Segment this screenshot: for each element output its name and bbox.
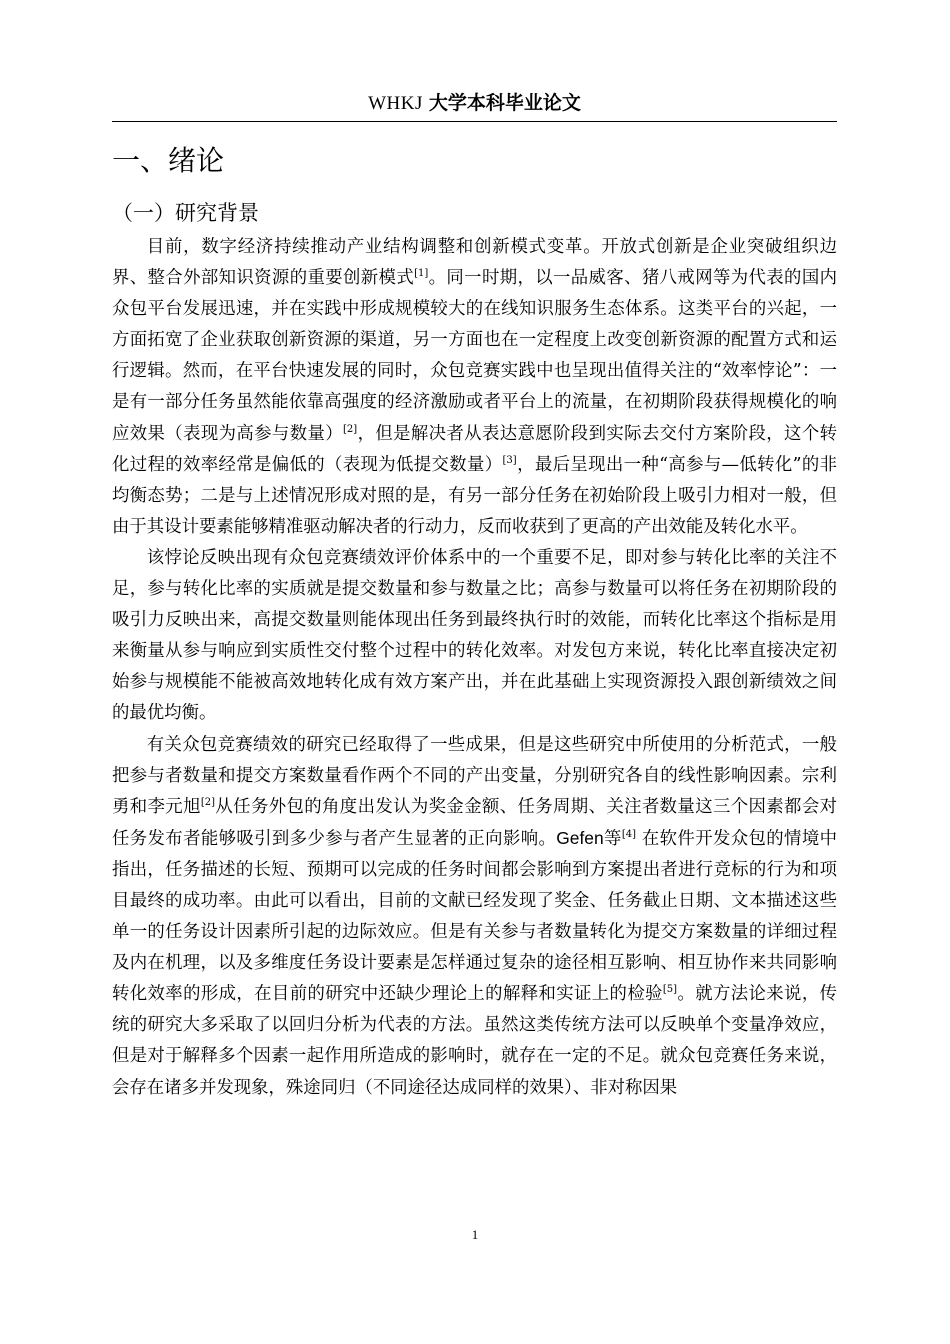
paragraph-2: 该悖论反映出现有众包竞赛绩效评价体系中的一个重要不足，即对参与转化比率的关注不足，参与转化比率的实质就是提交数量和参与数量之比；高参与数量可以将任务在初期阶段的吸引力反映出来，高提交数量则能体现出任务到最终执行时的效能，而转化比率这个指标是用来衡量从参与响应到实质性交付整个过程中的转化效率。对发包方来说，转化比率直接决定初始参与规模能不能被高效地转化成有效方案产出，并在此基础上实现资源投入跟创新绩效之间的最优均衡。	[112, 547, 837, 724]
citation-5: [4]	[621, 828, 636, 840]
chapter-heading: 一、绪论	[112, 144, 225, 177]
citation-1: [1]	[414, 268, 429, 280]
citation-3: [3]	[502, 454, 517, 466]
citation-6: [5]	[662, 984, 678, 996]
running-header	[112, 86, 837, 120]
paragraph-1-text-c: ，但是解决者从表达意愿阶段到实际去交付方案阶段，这个转化过程的效率经常是偏低的（表现为低提交数量）	[112, 423, 837, 475]
paragraph-1-text-b: 。同一时期，以一品威客、猪八戒网等为代表的国内众包平台发展迅速，并在实践中形成规模较大的在线知识服务生态体系。这类平台的兴起，一方面拓宽了企业获取创新资源的渠道，另一方面也在一定程度上改变创新资源的配置方式和运行逻辑。然而，在平台快速发展的同时，众包竞赛实践中也呈现出值得关注的“效率悖论”：一是有一部分任务虽然能依靠高强度的经济激励或者平台上的流量，在初期阶段获得规模化的响应效果（表现为高参与数量）	[112, 268, 837, 444]
section-heading: （一）研究背景	[112, 201, 259, 225]
paragraph-3-text-a: 有关众包竞赛绩效的研究已经取得了一些成果，但是这些研究中所使用的分析范式，一般把参与者数量和提交方案数量看作两个不同的产出变量，分别研究各自的线性影响因素。宗利勇和李元旭	[112, 734, 837, 817]
paragraph-3-text-c: 在软件开发众包的情境中指出，任务描述的长短、预期可以完成的任务时间都会影响到方案提出者进行竞标的行为和项目最终的成功率。由此可以看出，目前的文献已经发现了奖金、任务截止日期、文本描述这些单一的任务设计因素所引起的边际效应。但是有关参与者数量转化为提交方案数量的详细过程及内在机理，以及多维度任务设计要素是怎样通过复杂的途径相互影响、相互协作来共同影响转化效率的形成，在目前的研究中还缺少理论上的解释和实证上的检验	[112, 828, 837, 1005]
body-text	[112, 232, 837, 1104]
paragraph-3	[112, 730, 837, 1104]
page-number: 1	[471, 1227, 479, 1242]
paragraph-1-text-a: 目前，数字经济持续推动产业结构调整和创新模式变革。开放式创新是企业突破组织边界、整合外部知识资源的重要创新模式	[112, 237, 837, 289]
header-title: 大学本科毕业论文	[428, 92, 581, 114]
header-rule	[112, 121, 837, 122]
citation-4: [2]	[200, 796, 216, 808]
paragraph-1	[112, 232, 837, 543]
paragraph-3-text-b2: 等	[603, 828, 622, 849]
paragraph-1-text-d: ，最后呈现出一种“高参与—低转化”的非均衡态势；二是与上述情况形成对照的是，有另一部分任务在初始阶段上吸引力相对一般，但由于其设计要素能够精准驱动解决者的行动力，反而收获到了更高的产出效能及转化水平。	[112, 454, 837, 537]
paragraph-3-text-b: 从任务外包的角度出发认为奖金金额、任务周期、关注者数量这三个因素都会对任务发布者能够吸引到多少参与者产生显著的正向影响。	[112, 796, 837, 849]
header-prefix: WHKJ	[368, 93, 423, 114]
paragraph-3-text-d: 。就方法论来说，传统的研究大多采取了以回归分析为代表的方法。虽然这类传统方法可以反映单个变量净效应，但是对于解释多个因素一起作用所造成的影响时，就存在一定的不足。就众包竞赛任务来说，会存在诸多并发现象，殊途同归（不同途径达成同样的效果）、非对称因果	[112, 984, 837, 1098]
citation-2: [2]	[343, 423, 358, 435]
paragraph-3-latin-name: Gefen	[556, 827, 604, 848]
